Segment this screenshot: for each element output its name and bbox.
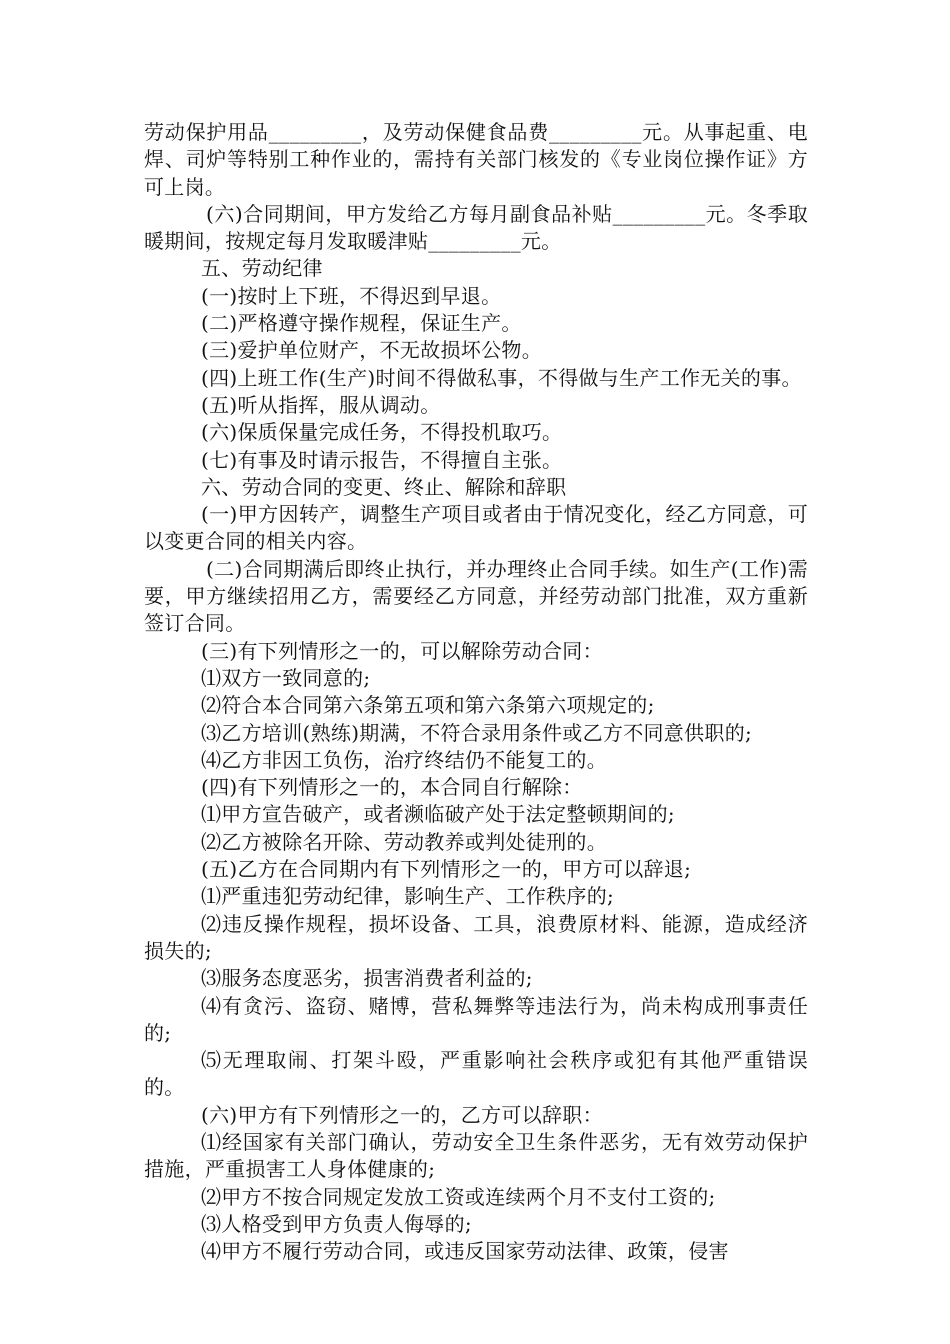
paragraph: (四)上班工作(生产)时间不得做私事，不得做与生产工作无关的事。 bbox=[201, 365, 802, 390]
paragraph: (一)甲方因转产，调整生产项目或者由于情况变化，经乙方同意，可以变更合同的相关内容。 bbox=[144, 502, 808, 554]
paragraph: (五)听从指挥，服从调动。 bbox=[201, 392, 441, 417]
paragraph: (二)严格遵守操作规程，保证生产。 bbox=[201, 311, 522, 336]
list-item: ⑷乙方非因工负伤，治疗终结仍不能复工的。 bbox=[201, 747, 607, 772]
list-item: ⑵乙方被除名开除、劳动教养或判处徒刑的。 bbox=[201, 829, 607, 854]
section-heading: 五、劳动纪律 bbox=[201, 256, 323, 281]
list-item: ⑴严重违犯劳动纪律，影响生产、工作秩序的; bbox=[201, 884, 615, 909]
paragraph: (二)合同期满后即终止执行，并办理终止合同手续。如生产(工作)需要，甲方继续招用乙方，需要经乙方同意，并经劳动部门批准，双方重新签订合同。 bbox=[144, 556, 808, 636]
list-item: ⑴双方一致同意的; bbox=[201, 665, 371, 690]
list-item: ⑵违反操作规程，损坏设备、工具，浪费原材料、能源，造成经济损失的; bbox=[144, 911, 808, 963]
paragraph: (六)甲方有下列情形之一的，乙方可以辞职： bbox=[201, 1102, 603, 1127]
paragraph: (一)按时上下班，不得迟到早退。 bbox=[201, 283, 502, 308]
paragraph: (六)合同期间，甲方发给乙方每月副食品补贴_________元。冬季取暖期间，按规定每月发取暖津贴_________元。 bbox=[144, 201, 808, 254]
paragraph: (三)有下列情形之一的，可以解除劳动合同： bbox=[201, 638, 603, 663]
paragraph: (四)有下列情形之一的，本合同自行解除： bbox=[201, 775, 583, 800]
paragraph: (三)爱护单位财产，不无故损坏公物。 bbox=[201, 338, 543, 363]
paragraph: (七)有事及时请示报告，不得擅自主张。 bbox=[201, 447, 563, 472]
list-item: ⑵甲方不按合同规定发放工资或连续两个月不支付工资的; bbox=[201, 1184, 716, 1209]
document-page bbox=[144, 119, 808, 1265]
list-item: ⑴经国家有关部门确认，劳动安全卫生条件恶劣，无有效劳动保护措施，严重损害工人身体健康的; bbox=[144, 1129, 808, 1182]
list-item: ⑶服务态度恶劣，损害消费者利益的; bbox=[201, 966, 533, 991]
paragraph: 劳动保护用品_________，及劳动保健食品费_________元。从事起重、电焊、司炉等特别工种作业的，需持有关部门核发的《专业岗位操作证》方可上岗。 bbox=[144, 120, 808, 199]
list-item: ⑷甲方不履行劳动合同，或违反国家劳动法律、政策，侵害 bbox=[201, 1239, 729, 1264]
section-heading: 六、劳动合同的变更、终止、解除和辞职 bbox=[201, 474, 567, 499]
list-item: ⑵符合本合同第六条第五项和第六条第六项规定的; bbox=[201, 693, 655, 718]
list-item: ⑶人格受到甲方负责人侮辱的; bbox=[201, 1211, 472, 1236]
list-item: ⑴甲方宣告破产，或者濒临破产处于法定整顿期间的; bbox=[201, 802, 675, 827]
list-item: ⑶乙方培训(熟练)期满，不符合录用条件或乙方不同意供职的; bbox=[201, 720, 753, 745]
list-item: ⑷有贪污、盗窃、赌博，营私舞弊等违法行为，尚未构成刑事责任的; bbox=[144, 993, 808, 1045]
list-item: ⑸无理取闹、打架斗殴，严重影响社会秩序或犯有其他严重错误的。 bbox=[144, 1048, 808, 1100]
paragraph: (五)乙方在合同期内有下列情形之一的，甲方可以辞退; bbox=[201, 857, 692, 882]
paragraph: (六)保质保量完成任务，不得投机取巧。 bbox=[201, 420, 563, 445]
